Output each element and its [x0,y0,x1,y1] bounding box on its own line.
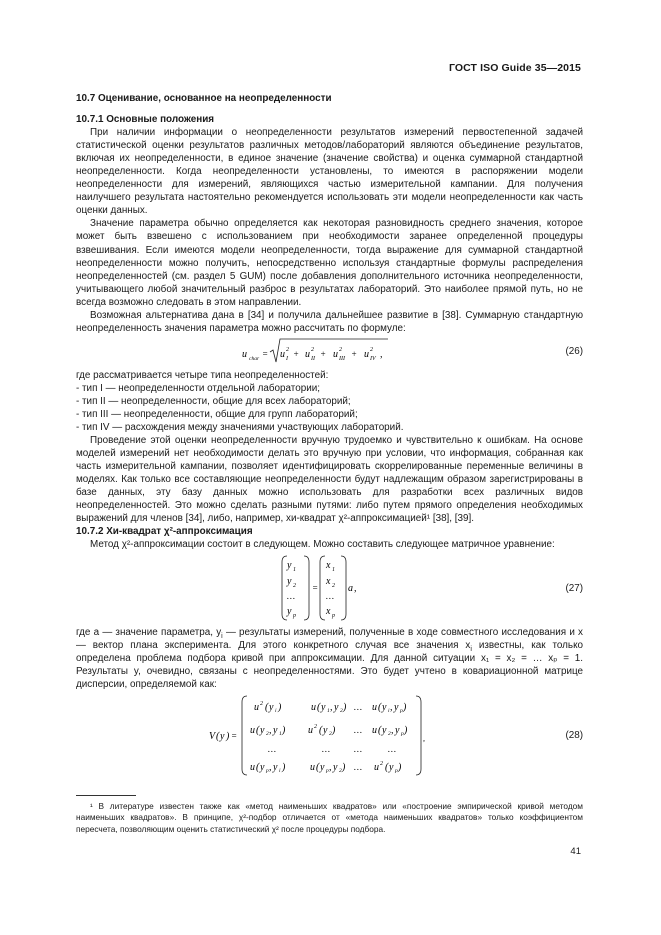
svg-text:y: y [333,761,338,773]
svg-text:=: = [262,348,269,359]
paragraph-5: Метод χ²-аппроксимации состоит в следующем. Можно составить следующее матричное уравнение: [90,539,555,551]
svg-text:1: 1 [293,566,296,573]
paragraph-3: Возможная альтернатива дана в [34] и получила дальнейшее развитие в [38]. Суммарную стандартную неопределенность значения параметра можно рассчитать по формуле: [76,309,583,334]
svg-text:(: ( [216,730,220,742]
svg-text:2: 2 [380,760,383,767]
svg-text:2: 2 [314,723,317,730]
svg-text:): ) [332,724,336,736]
paragraph-2: Значение параметра обычно определяется как некоторая разновидность среднего значения, которое может быть взвешено с использованием при необходимости заранее определенной процедуры взвешивания. Если имеются модели неопределенности, тогда выражение для суммарной стандартной неопределенности можно получить, непосредственно используя стандартные формулы распределения неопределенностей (см. раздел 5 GUM) после добавления дополнительного источника неопределенности, учитывающего любой значительный разброс в результатах лабораторий. Это наиболее прямой путь, но не всегда возможно следовать в этом направлении. [76,218,583,308]
svg-text:u: u [311,701,316,713]
svg-text:(: ( [319,724,323,736]
svg-text:1: 1 [327,707,330,714]
type-item-4: - тип IV — расхождения между значениями участвующих лабораторий. [76,422,404,434]
svg-text:(: ( [316,761,320,773]
svg-text:p: p [401,730,404,737]
subsection-title-2: 10.7.2 Хи-квадрат χ²-аппроксимация [76,526,253,538]
svg-text:2: 2 [266,730,269,737]
svg-text:y: y [287,575,292,587]
svg-text:…: … [354,701,363,712]
svg-text:=: = [231,730,238,741]
svg-text:u: u [364,348,369,360]
footnote-separator [76,795,136,796]
paragraph-4: Проведение этой оценки неопределенности вручную трудоемко и чувствительно к ошибкам. На основе моделей измерений нет необходимости делать это вручную при условии, что информация, собранная как часть измерительной кампании, позволяет идентифицировать скоррелированные переменные величины в моделях. Как только все составляющие неопределенности будут надлежащим образом зарегистрированы в базе данных, эту базу данных можно использовать для разработки всех различных видов неопределенностей. Это можно сделать разными путями: либо путем прямого определения необходимых выражений для членов [34], либо, например, хи-квадрат χ²-аппроксимацией¹ [38], [39]. [76,435,583,525]
type-item-3: - тип III — неопределенности, общие для групп лабораторий; [76,408,358,420]
svg-text:…: … [268,743,277,754]
svg-text:): ) [342,761,346,773]
svg-text:,: , [269,761,272,773]
svg-text:+: + [320,348,327,359]
svg-text:=: = [312,582,319,593]
svg-text:(: ( [385,761,389,773]
svg-text:…: … [287,590,296,601]
paragraph-6-sub-i-2: i [470,645,472,653]
svg-text:2: 2 [340,707,343,714]
svg-text:p: p [395,767,398,774]
svg-text:(: ( [265,701,269,713]
svg-text:+: + [351,348,358,359]
svg-text:): ) [226,730,230,742]
svg-text:y: y [273,761,278,773]
svg-text:,: , [330,701,333,713]
equation-26 [76,335,583,369]
svg-text:1: 1 [279,730,282,737]
svg-text:p: p [293,612,296,619]
svg-text:y: y [273,724,278,736]
svg-text:…: … [326,590,335,601]
paragraph-6-part-c: — результаты измерений, полученные в ходе совместного исследования и x — вектор плана эксперимента. Для этого конкретного случая все значения x [76,626,583,651]
type-item-2: - тип II — неопределенности, общие для всех лабораторий; [76,395,351,407]
equation-26-number: (26) [565,345,583,357]
svg-text:u: u [280,348,285,360]
svg-text:p: p [400,707,403,714]
equation-28-number: (28) [565,729,583,741]
svg-text:y: y [382,724,387,736]
equation-26-formula [76,335,583,369]
page-number: 41 [570,846,581,857]
svg-text:u: u [308,724,313,736]
svg-text:2: 2 [329,730,332,737]
svg-text:y: y [269,701,274,713]
svg-text:y: y [260,724,265,736]
svg-text:y: y [389,761,394,773]
svg-text:…: … [354,724,363,735]
main-content [76,90,583,777]
svg-text:): ) [343,701,347,713]
section-title: 10.7 Оценивание, основанное на неопределенности [76,93,332,104]
svg-text:x: x [326,575,331,587]
svg-text:x: x [326,605,331,617]
svg-text:,: , [423,733,425,743]
equation-27 [76,552,583,624]
svg-text:…: … [354,761,363,772]
svg-text:): ) [403,701,407,713]
footnote-text: ¹ В литературе известен также как «метод наименьших квадратов» или «построение эмпирической кривой методом наименьших квадратов». В принципе, χ²-подбор отличается от «метода наименьших квадратов» только коэффициентом пересчета, позволяющим оценить статистический χ² после процедуры подбора. [76,801,583,834]
svg-text:2: 2 [311,346,314,353]
svg-text:(: ( [256,724,260,736]
svg-text:i: i [388,707,390,714]
svg-text:…: … [354,743,363,754]
svg-text:u: u [333,348,338,360]
svg-text:i: i [275,707,277,714]
svg-text:I: I [286,355,288,362]
svg-text:u: u [250,761,255,773]
footnote [76,801,583,835]
svg-text:(: ( [256,761,260,773]
svg-text:2: 2 [286,346,289,353]
svg-text:,: , [390,701,393,713]
paragraph-6-part-a: где a — значение параметра, y [76,626,222,638]
svg-text:2: 2 [332,582,335,589]
svg-text:y: y [260,761,265,773]
svg-text:2: 2 [370,346,373,353]
svg-text:u: u [305,348,310,360]
svg-text:x: x [326,559,331,571]
svg-text:u: u [372,701,377,713]
svg-text:+: + [293,348,300,359]
svg-text:2: 2 [293,582,296,589]
subsection-title-1: 10.7.1 Основные положения [76,114,215,126]
paragraph-6-part-e: известны, как только определена проблема подбора кривой при аппроксимации. Для данной ситуации x₁ = x₂ = … xₚ = 1. Результаты y, очевидно, связаны с неопределенностями. Это будет учтено в ковариационной матрице дисперсии, определяемой как: [76,639,583,690]
svg-text:): ) [398,761,402,773]
svg-text:II: II [311,355,315,362]
equation-27-number: (27) [565,582,583,594]
types-intro: где рассматривается четыре типа неопределенностей: [76,369,329,381]
svg-text:): ) [404,724,408,736]
svg-text:): ) [282,761,286,773]
svg-text:y: y [220,730,225,742]
svg-text:…: … [388,743,397,754]
equation-28-formula [76,693,583,777]
svg-text:y: y [394,701,399,713]
svg-text:y: y [321,701,326,713]
svg-text:(: ( [317,701,321,713]
equation-27-formula [76,552,583,624]
svg-text:2: 2 [260,700,263,707]
svg-text:,: , [391,724,394,736]
equation-28 [76,693,583,777]
svg-text:2: 2 [339,767,342,774]
type-item-1: - тип I — неопределенности отдельной лаборатории; [76,382,320,394]
svg-text:2: 2 [388,730,391,737]
paragraph-1: При наличии информации о неопределенности результатов измерений первостепенной задачей статистической оценки результатов различных методов/лабораторий являются объединение результатов, включая их неопределенности, в единое значение (значение свойства) и оценка суммарной стандартной неопределенности. Когда неопределенности установлены, то имеются в распоряжении модели неопределенности для измерений, являющихся частью измерительной кампании. Для получения наилучшего результата настоятельно рекомендуется использовать эти модели неопределенности как часть оценки данных. [76,127,583,217]
svg-text:char: char [249,355,260,362]
svg-text:,: , [329,761,332,773]
standard-header: ГОСТ ISO Guide 35—2015 [448,62,581,74]
svg-text:u: u [310,761,315,773]
svg-text:y: y [395,724,400,736]
svg-text:…: … [322,743,331,754]
svg-text:(: ( [378,724,382,736]
svg-text:u: u [242,348,247,360]
svg-text:i: i [279,767,281,774]
svg-text:2: 2 [339,346,342,353]
svg-text:u: u [250,724,255,736]
svg-text:1: 1 [332,566,335,573]
svg-text:u: u [374,761,379,773]
svg-text:V: V [209,730,216,742]
svg-text:p: p [326,767,329,774]
svg-text:y: y [287,605,292,617]
svg-text:(: ( [378,701,382,713]
svg-text:): ) [278,701,282,713]
svg-text:u: u [372,724,377,736]
svg-text:,: , [380,348,383,360]
svg-text:u: u [254,701,259,713]
svg-text:p: p [332,612,335,619]
svg-text:y: y [320,761,325,773]
svg-text:y: y [334,701,339,713]
svg-text:,: , [269,724,272,736]
svg-text:,: , [354,582,357,594]
svg-text:IV: IV [370,355,376,362]
svg-text:y: y [323,724,328,736]
svg-text:a: a [348,582,353,594]
svg-text:y: y [382,701,387,713]
svg-text:p: p [266,767,269,774]
svg-text:): ) [282,724,286,736]
svg-text:III: III [339,355,345,362]
svg-text:y: y [287,559,292,571]
paragraph-6-sub-i: i [221,632,223,640]
paragraph-6 [76,626,583,691]
